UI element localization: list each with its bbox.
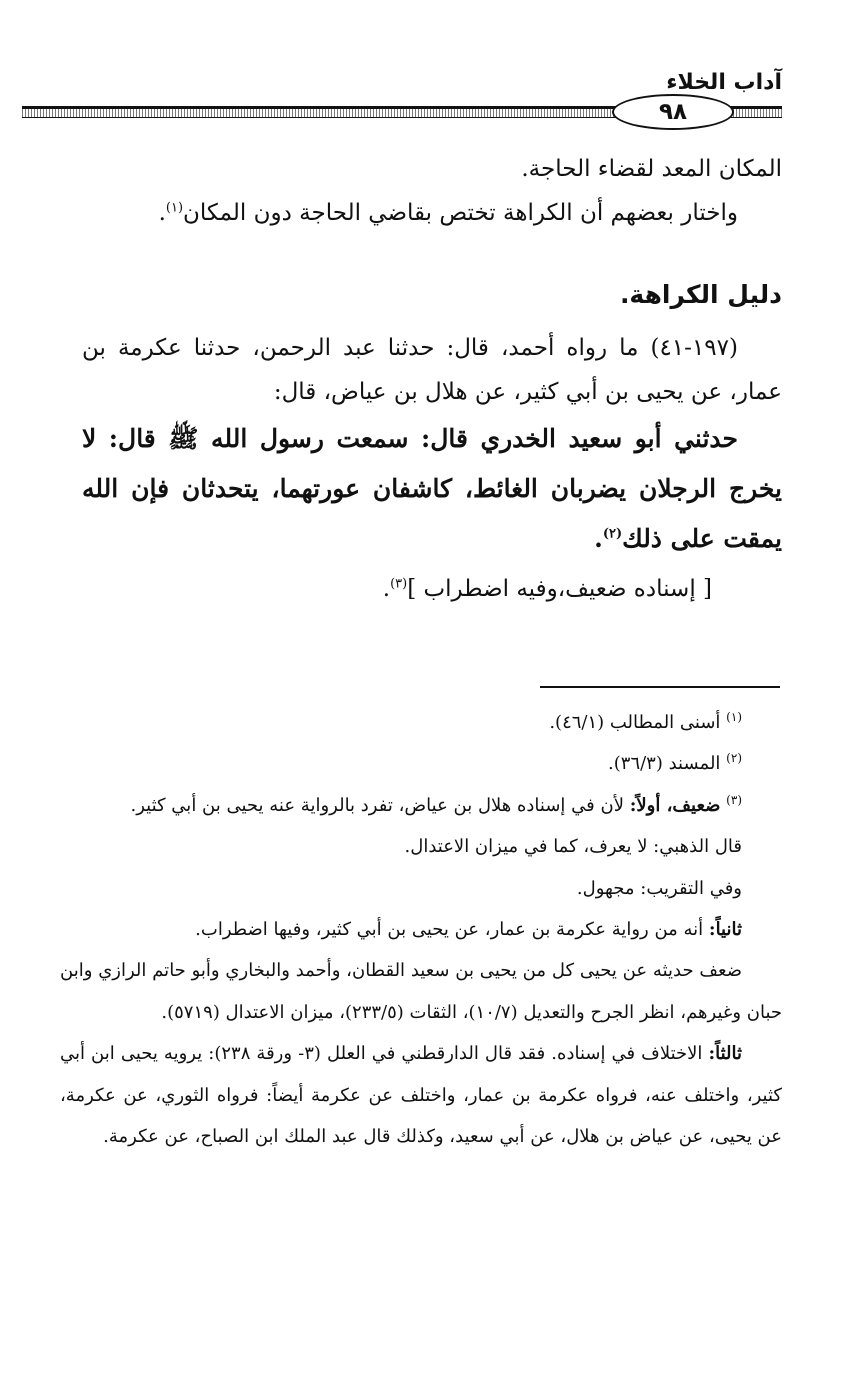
footnote-separator <box>540 686 780 688</box>
footnotes <box>60 702 782 1157</box>
footnote-1-number: (١) <box>726 710 742 724</box>
footnote-ref-1: (١) <box>165 200 184 216</box>
hadith-paragraph <box>82 414 782 564</box>
footnote-weakness: ضعف حديثه عن يحيى كل من يحيى بن سعيد القطان، وأحمد والبخاري وأبو حاتم الرازي وابن حبان وغيرهم، انظر الجرح والتعديل (١٠/٧)، الثقات (٢٣٣/٥)، ميزان الاعتدال (٥٧١٩). <box>60 960 782 1023</box>
footnote-1 <box>60 702 782 743</box>
footnote-second-label: ثانياً: <box>708 918 742 940</box>
grading-paragraph <box>82 568 782 612</box>
footnote-third-label: ثالثاً: <box>708 1043 742 1065</box>
footnote-second <box>60 909 782 950</box>
spacer <box>82 235 782 265</box>
page-number: ٩٨ <box>612 94 734 130</box>
footnote-third-text: الاختلاف في إسناده. فقد قال الدارقطني في العلل (٣- ورقة ٢٣٨): يرويه يحيى ابن أبي كثير، واختلف عنه، فرواه عكرمة بن عمار، واختلف عن عكرمة أيضاً: فرواه الثوري، عن عكرمة، عن يحيى، عن عياض بن هلال، عن أبي سعيد، وكذلك قال عبد الملك ابن الصباح، عن عكرمة. <box>60 1043 782 1147</box>
footnote-3-label: ضعيف، أولاً: <box>629 794 721 816</box>
footnote-3-text: لأن في إسناده هلال بن عياض، تفرد بالرواية عنه يحيى بن أبي كثير. <box>130 794 624 816</box>
footnote-ref-3: (٣) <box>390 576 408 592</box>
isnad-paragraph: (١٩٧-٤١) ما رواه أحمد، قال: حدثنا عبد الرحمن، حدثنا عكرمة بن عمار، عن يحيى بن أبي كثير، عن هلال بن عياض، قال: <box>82 334 782 405</box>
book-title: آداب الخلاء <box>666 70 782 95</box>
main-text <box>82 148 782 612</box>
footnote-2-text: المسند (٣٦/٣). <box>608 753 721 775</box>
footnote-1-text: أسنى المطالب (٤٦/١). <box>549 712 721 733</box>
grading-text: [ إسناده ضعيف،وفيه اضطراب ] <box>407 576 712 603</box>
footnote-third <box>60 1033 782 1157</box>
footnote-taqrib: وفي التقريب: مجهول. <box>576 877 742 899</box>
footnote-2-number: (٢) <box>726 751 742 766</box>
footnote-dhahabi: قال الذهبي: لا يعرف، كما في ميزان الاعتدال. <box>404 836 742 858</box>
footnote-3 <box>60 785 782 826</box>
footnote-ref-2: (٢) <box>602 526 623 542</box>
paragraph-2 <box>82 192 782 236</box>
footnote-second-text: أنه من رواية عكرمة بن عمار، عن يحيى بن أبي كثير، وفيها اضطراب. <box>195 918 704 940</box>
paragraph-2-text: واختار بعضهم أن الكراهة تختص بقاضي الحاجة دون المكان <box>183 199 738 226</box>
footnote-2 <box>60 743 782 784</box>
footnote-3-number: (٣) <box>726 792 742 807</box>
hadith-end: . <box>594 524 603 554</box>
hadith-text: حدثني أبو سعيد الخدري قال: سمعت رسول الله ﷺ قال: لا يخرج الرجلان يضربان الغائط، كاشفان عورتهما، يتحدثان فإن الله يمقت على ذلك <box>82 424 782 554</box>
paragraph-1: المكان المعد لقضاء الحاجة. <box>521 156 782 182</box>
section-title: دليل الكراهة. <box>619 280 782 310</box>
paragraph-2-end: . <box>158 199 166 226</box>
page-header <box>22 62 782 125</box>
grading-end: . <box>382 576 391 603</box>
